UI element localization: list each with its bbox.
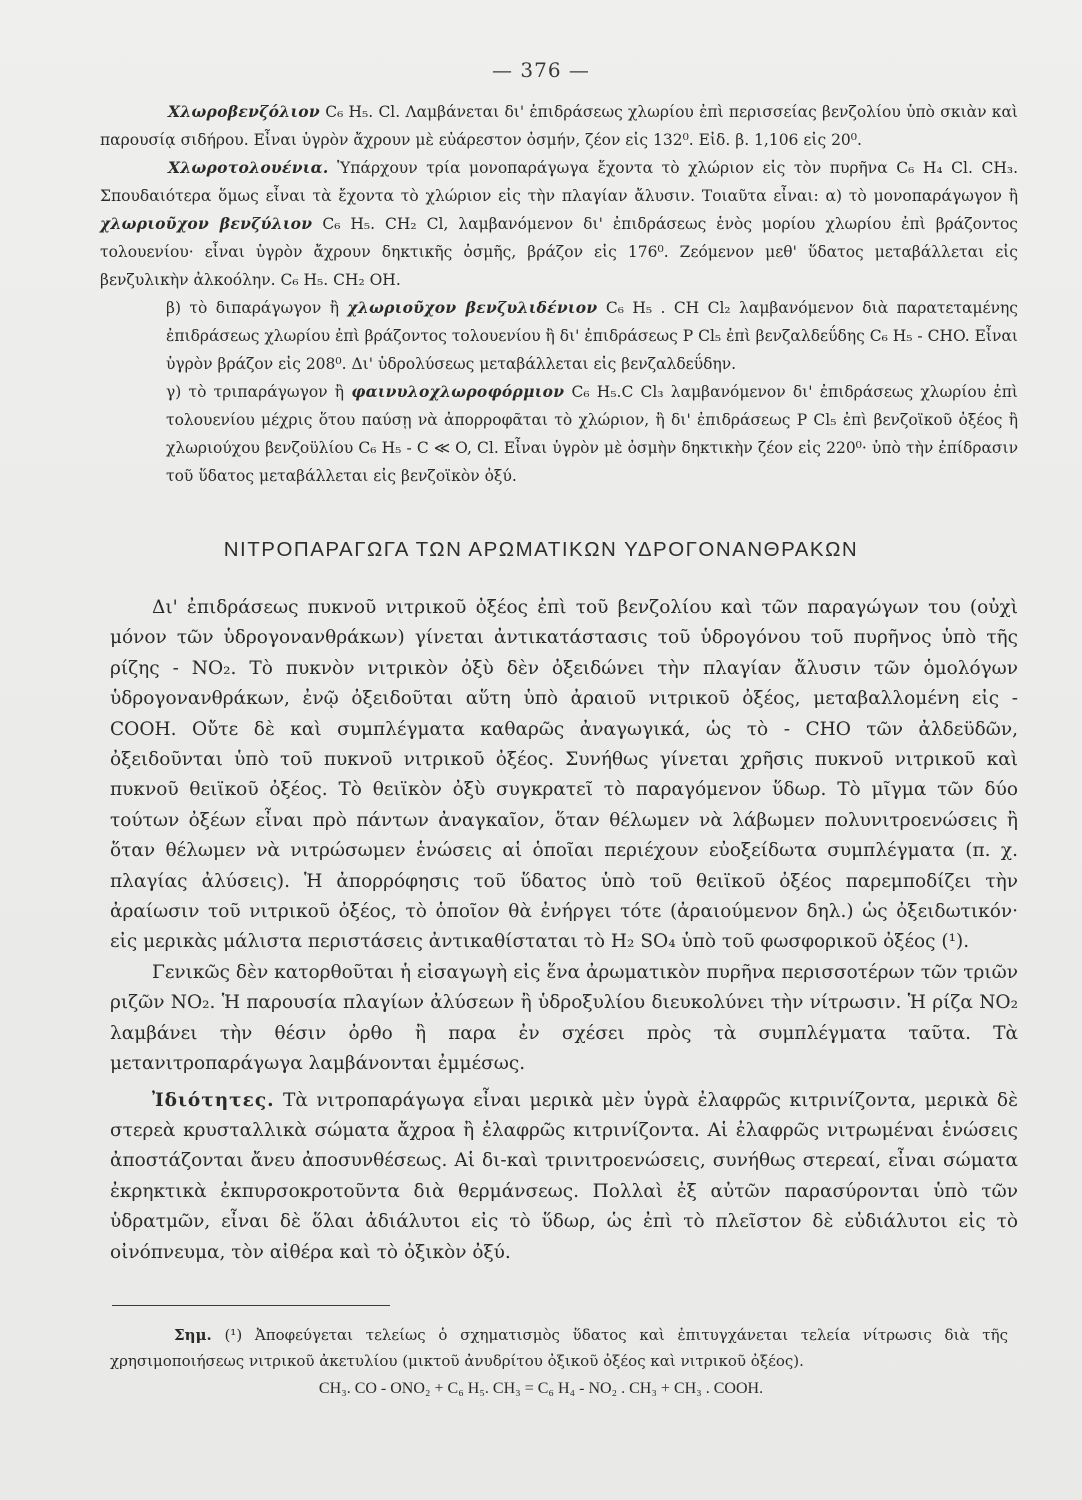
footnote-paragraph bbox=[110, 1322, 1008, 1374]
paragraph-benzylidene bbox=[100, 294, 1018, 378]
paragraph-nitration: Δι' ἐπιδράσεως πυκνοῦ νιτρικοῦ ὀξέος ἐπὶ τοῦ βενζολίου καὶ τῶν παραγώγων του (οὐχὶ μόνον τῶν ὑδρογονανθράκων) γίνεται ἀντικατάστασις τοῦ ὑδρογόνου τοῦ πυρῆνος ὑπὸ τῆς ρίζης - NO₂. Τὸ πυκνὸν νιτρικὸν ὀξὺ δὲν ὀξειδώνει τὴν πλαγίαν ἄλυσιν τῶν ὁμολόγων ὑδρογονανθράκων, ἐνῷ ὀξειδοῦται αὕτη ὑπὸ ἀραιοῦ νιτρικοῦ ὀξέος, μεταβαλλομένη εἰς - COOH. Οὔτε δὲ καὶ συμπλέγματα καθαρῶς ἀναγωγικά, ὡς τὸ - CHO τῶν ἀλδεϋδῶν, ὀξειδοῦνται ὑπὸ τοῦ πυκνοῦ νιτρικοῦ ὀξέος. Συνήθως γίνεται χρῆσις πυκνοῦ νιτρικοῦ καὶ πυκνοῦ θειϊκοῦ ὀξέος. Τὸ θειϊκὸν ὀξὺ συγκρατεῖ τὸ παραγόμενον ὕδωρ. Τὸ μῖγμα τῶν δύο τούτων ὀξέων εἶναι πρὸ πάντων ἀναγκαῖον, ὅταν θέλωμεν νὰ λάβωμεν πολυνιτροενώσεις ἢ ὅταν θέλωμεν νὰ νιτρώσωμεν ἑνώσεις αἱ ὁποῖαι περιέχουν εὐοξείδωτα συμπλέγματα (π. χ. πλαγίας ἀλύσεις). Ἡ ἀπορρόφησις τοῦ ὕδατος ὑπὸ τοῦ θειϊκοῦ ὀξέος παρεμποδίζει τὴν ἀραίωσιν τοῦ νιτρικοῦ ὀξέος, τὸ ὁποῖον θὰ ἐνήργει τότε (ἀραιούμενον δηλ.) ὡς ὀξειδωτικόν· εἰς μερικὰς μάλιστα περιστάσεις ἀντικαθίσταται τὸ H₂ SO₄ ὑπὸ τοῦ φωσφορικοῦ ὀξέος (¹). bbox=[110, 597, 1018, 953]
text-chlorobenzene: C₆ H₅. Cl. Λαμβάνεται δι' ἐπιδράσεως χλωρίου ἐπὶ περισσείας βενζολίου ὑπὸ σκιὰν καὶ παρουσίᾳ σιδήρου. Εἶναι ὑγρὸν ἄχρουν μὲ εὐάρεστον ὀσμήν, ζέον εἰς 132⁰. Εἰδ. β. 1,106 εἰς 20⁰. bbox=[100, 103, 1018, 149]
footnote-label: Σημ. bbox=[174, 1326, 212, 1344]
term-phenylchloroform: φαινυλοχλωροφόρμιον bbox=[351, 382, 565, 401]
paragraph-chlorotoluenes bbox=[100, 154, 1018, 294]
text-benzylidene-b: C₆ H₅ . CH Cl₂ λαμβανόμενον διὰ παρατεταμένης ἐπιδράσεως χλωρίου ἐπὶ βράζοντος τολουενίου ἢ δι' ἐπιδράσεως P Cl₅ ἐπὶ βενζαλδεΰδης C₆ H₅ - CHO. Εἶναι ὑγρὸν βράζον εἰς 208⁰. Δι' ὑδρολύσεως μεταβάλλεται εἰς βενζαλδεΰδην. bbox=[166, 299, 1018, 373]
properties-text: Τὰ νιτροπαράγωγα εἶναι μερικὰ μὲν ὑγρὰ ἐλαφρῶς κιτρινίζοντα, μερικὰ δὲ στερεὰ κρυσταλλικὰ σώματα ἄχροα ἢ ἐλαφρῶς κιτρινίζοντα. Αἱ ἐλαφρῶς νιτρωμέναι ἑνώσεις ἀποστάζονται ἄνευ ἀποσυνθέσεως. Αἱ δι-καὶ τρινιτροενώσεις, συνήθως στερεαί, εἶναι σώματα ἐκρηκτικὰ ἐκπυρσοκροτοῦντα διὰ θερμάνσεως. Πολλαὶ ἐξ αὐτῶν παρασύρονται ὑπὸ τῶν ὑδρατμῶν, εἶναι δὲ ὅλαι ἀδιάλυτοι εἰς τὸ ὕδωρ, ὡς ἐπὶ τὸ πλεῖστον δὲ εὐδιάλυτοι εἰς τὸ οἰνόπνευμα, τὸν αἰθέρα καὶ τὸ ὀξικὸν ὀξύ. bbox=[110, 1089, 1018, 1263]
text-phenylchloroform-a: γ) τὸ τριπαράγωγον ἢ bbox=[166, 383, 352, 401]
footnote-divider bbox=[112, 1305, 390, 1306]
text-chlorotoluenes-b: C₆ H₅. CH₂ Cl, λαμβανόμενον δι' ἐπιδράσεως ἑνὸς μορίου χλωρίου ἐπὶ βράζοντος τολουενίου· εἶναι ὑγρὸν ἄχρουν δηκτικῆς ὀσμῆς, βράζον εἰς 176⁰. Ζεόμενον μεθ' ὕδατος μεταβάλλεται εἰς βενζυλικὴν ἀλκοόλην. C₆ H₅. CH₂ OH. bbox=[100, 215, 1018, 289]
term-benzylidene-chloride: χλωριοῦχον βενζυλιδένιον bbox=[347, 298, 598, 317]
footnote-text: (¹) Ἀποφεύγεται τελείως ὁ σχηματισμὸς ὕδατος καὶ ἐπιτυγχάνεται τελεία νίτρωσις διὰ τῆς χρησιμοποιήσεως νιτρικοῦ ἀκετυλίου (μικτοῦ ἀνυδρίτου ὀξικοῦ ὀξέος καὶ νιτρικοῦ ὀξέος). bbox=[110, 1326, 1008, 1370]
paragraph-phenylchloroform bbox=[100, 378, 1018, 490]
page-number: — 376 — bbox=[492, 58, 590, 82]
main-section bbox=[110, 593, 1018, 1268]
paragraph-chlorobenzene bbox=[100, 98, 1018, 154]
paragraph-properties bbox=[110, 1086, 1018, 1268]
text-benzylidene-a: β) τὸ διπαράγωγον ἢ bbox=[166, 299, 348, 317]
properties-label: Ἰδιότητες. bbox=[152, 1089, 275, 1111]
term-chlorotoluenes: Χλωροτολουένια. bbox=[168, 158, 329, 177]
term-chlorobenzene: Χλωροβενζόλιον bbox=[168, 102, 320, 121]
paragraph-general: Γενικῶς δὲν κατορθοῦται ἡ εἰσαγωγὴ εἰς ἕνα ἀρωματικὸν πυρῆνα περισσοτέρων τῶν τριῶν ριζῶν NO₂. Ἡ παρουσία πλαγίων ἀλύσεων ἢ ὑδροξυλίου διευκολύνει τὴν νίτρωσιν. Ἡ ρίζα NO₂ λαμβάνει τὴν θέσιν ὀρθο ἢ παρα ἐν σχέσει πρὸς τὰ συμπλέγματα ταῦτα. Τὰ μετανιτροπαράγωγα λαμβάνονται ἐμμέσως. bbox=[110, 961, 1018, 1075]
term-benzyl-chloride: χλωριοῦχον βενζύλιον bbox=[100, 214, 313, 233]
footnote-equation: CH₃. CO - ONO₂ + C₆ H₅. CH₃ = C₆ H₄ - NO₂ . CH₃ + CH₃ . COOH. bbox=[318, 1380, 764, 1397]
text-phenylchloroform-b: C₆ H₅.C Cl₃ λαμβανόμενον δι' ἐπιδράσεως χλωρίου ἐπὶ τολουενίου μέχρις ὅτου παύσῃ νὰ ἀπορροφᾶται τὸ χλώριον, ἢ δι' ἐπιδράσεως P Cl₅ ἐπὶ βενζοϊκοῦ ὀξέος ἢ χλωριούχου βενζοϋλίου C₆ H₅ - C ≪ O, Cl. Εἶναι ὑγρὸν μὲ ὀσμὴν δηκτικὴν ζέον εἰς 220⁰· ὑπὸ τὴν ἐπίδρασιν τοῦ ὕδατος μεταβάλλεται εἰς βενζοϊκὸν ὀξύ. bbox=[166, 383, 1018, 485]
section-heading: ΝΙΤΡΟΠΑΡΑΓΩΓΑ ΤΩΝ ΑΡΩΜΑΤΙΚΩΝ ΥΔΡΟΓΟΝΑΝΘΡΑΚΩΝ bbox=[223, 538, 859, 561]
top-section bbox=[100, 98, 1018, 490]
footnote bbox=[110, 1322, 1008, 1374]
text-chlorotoluenes-a: Ὑπάρχουν τρία μονοπαράγωγα ἔχοντα τὸ χλώριον εἰς τὸν πυρῆνα C₆ H₄ Cl. CH₃. Σπουδαιότερα ὅμως εἶναι τὰ ἔχοντα τὸ χλώριον εἰς τὴν πλαγίαν ἄλυσιν. Τοιαῦτα εἶναι: α) τὸ μονοπαράγωγον ἢ bbox=[100, 159, 1018, 205]
